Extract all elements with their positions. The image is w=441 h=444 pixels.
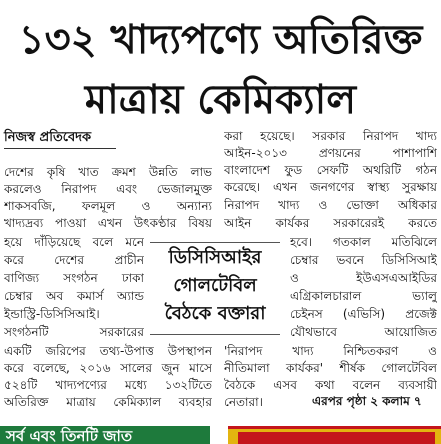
right-line: যৌথভাবে আয়োজিত [290,325,437,339]
right-line: বৈঠকে এসব কথা বলেন ব্যবসায়ী [224,378,437,392]
right-line: 'নিরাপদ খাদ্য নিশ্চিতকরণ ও [224,344,437,358]
right-line: হবে। গতকাল মতিঝিলে [290,235,437,249]
left-line: একটি জরিপের তথ্য-উপাত্ত উপস্থাপন [4,344,212,358]
pull-quote-rule-bottom [150,334,280,335]
right-line: চেইনস (এভিসি) প্রজেক্ট [290,307,437,321]
right-line: ও ইউএসএআইডির [290,271,437,285]
left-line: ইন্ডাস্ট্রি-ডিসিসিআই। [4,307,100,321]
right-line: করা হয়েছে। সরকার নিরাপদ খাদ্য [224,129,437,143]
right-line: করেছে। এখন জনগণের স্বাস্থ্য সুরক্ষায় [224,180,437,194]
left-line: করলেও নিরাপদ এবং ভেজালমুক্ত [4,182,212,196]
bottom-strip-text: সর্ব এবং তিনটি জাত [6,427,133,444]
pull-quote-line: বৈঠকে বক্তারা [164,303,266,324]
bottom-strip-ad [228,426,441,444]
left-line: হয়ে দাঁড়িয়েছে বলে মনে [4,235,144,249]
byline: নিজস্ব প্রতিবেদক [4,130,92,145]
bottom-strip-green [0,426,210,444]
right-line: আইন কার্যকর সরকারেরই করতে [224,216,437,230]
left-line: ৫২৪টি খাদ্যপণ্যের মধ্যে ১৩২টিতে [4,378,212,392]
right-line: নীতিমালা কার্যকর' শীর্ষক গোলটেবিল [224,361,437,375]
right-line: আইন-২০১৩ প্রণয়নের পাশাপাশি [224,146,437,160]
headline-line-1: ১৩২ খাদ্যপণ্যে অতিরিক্ত [18,17,423,63]
pull-quote [150,244,280,328]
right-line: বাংলাদেশ ফুড সেফটি অথরিটি গঠন [224,163,437,177]
left-line: সংগঠনটি সরকারের [4,325,144,339]
left-line: দেশের কৃষি খাত ক্রমশ উন্নতি লাভ [4,165,212,179]
left-line: অতিরিক্ত মাত্রায় কেমিক্যাল ব্যবহার [4,395,212,409]
right-line: চেম্বার ভবনে ডিসিসিআই [290,253,437,267]
right-line: এগ্রিকালচারাল ভ্যালু [290,289,437,303]
left-line: করে বলেছে, ২০১৬ সালের জুন মাসে [4,361,212,375]
left-line: চেম্বার অব কমার্স অ্যান্ড [4,289,144,303]
pull-quote-rule-top [150,242,280,243]
right-line: নেতারা। [224,395,263,409]
left-line: করে দেশের প্রাচীন [4,253,144,267]
headline-line-2: মাত্রায় কেমিক্যাল [84,77,357,123]
pull-quote-line: গোলটেবিল [173,275,257,296]
left-line: বাণিজ্য সংগঠন ঢাকা [4,271,144,285]
left-line: শাকসবজি, ফলমূল ও অন্যান্য [4,199,212,213]
pull-quote-line: ডিসিসিআইর [168,247,262,268]
continuation-note: এরপর পৃষ্ঠা ২ কলাম ৭ [312,394,422,408]
byline-rule [4,148,116,149]
left-line: খাদ্যদ্রব্য পাওয়া এখন উৎকণ্ঠার বিষয় [4,216,212,230]
right-line: নিরাপদ খাদ্য ও ভোক্তা অধিকার [224,198,437,212]
bottom-strip-ad-inner [238,432,435,444]
